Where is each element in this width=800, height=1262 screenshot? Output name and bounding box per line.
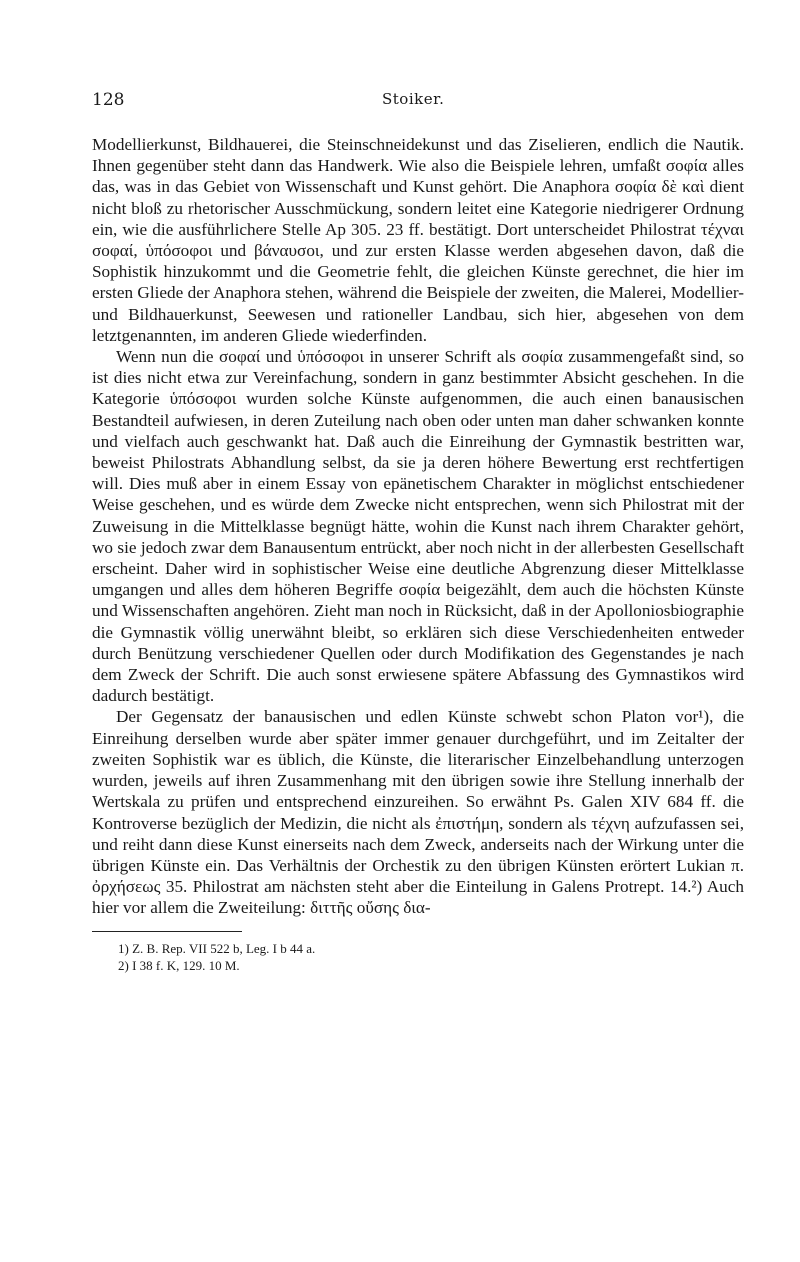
body-text	[92, 134, 744, 919]
footnote-rule	[92, 931, 242, 932]
running-title: Stoiker.	[382, 90, 445, 108]
footnotes	[92, 940, 744, 974]
footnote-2: 2) I 38 f. K, 129. 10 M.	[118, 957, 240, 973]
paragraph-2: Wenn nun die σοφαί und ὑπόσοφοι in unserer Schrift als σοφία zusammengefaßt sind, so ist dies nicht etwa zur Vereinfachung, sondern in ganz bestimmter Absicht geschehen. In die Kategorie ὑπόσοφοι wurden solche Künste aufgenommen, die auch einen banausischen Bestandteil aufwiesen, in deren Zuteilung nach oben oder unten man daher schwanken konnte und vielfach auch geschwankt hat. Daß auch die Einreihung der Gymnastik bestritten war, beweist Philostrats Abhandlung selbst, da sie ja deren höhere Bewertung erst rechtfertigen will. Dies muß aber in einem Essay von epänetischem Charakter in möglichst entschiedener Weise geschehen, und es würde dem Zwecke nicht entsprechen, wenn sich Philostrat mit der Zuweisung in die Mittelklasse begnügt hätte, wohin die Kunst nach ihrem Charakter gehört, wo sie jedoch zwar dem Banausentum entrückt, aber noch nicht in der allerbesten Gesellschaft erscheint. Daher wird in sophistischer Weise eine deutliche Abgrenzung dieser Mittelklasse umgangen und alles dem höheren Begriffe σοφία beigezählt, dem auch die höchsten Künste und Wissenschaften angehören. Zieht man noch in Rücksicht, daß in der Apolloniosbiographie die Gymnastik völlig unerwähnt bleibt, so erklären sich diese Verschiedenheiten entweder durch Benützung verschiedener Quellen oder durch Modifikation des Gegenstandes je nach dem Zweck der Schrift. Die auch sonst erwiesene spätere Abfassung des Gymnastikos wird dadurch bestätigt.	[92, 347, 744, 706]
footnote-1: 1) Z. B. Rep. VII 522 b, Leg. I b 44 a.	[118, 940, 316, 956]
running-head	[92, 90, 744, 114]
page-number: 128	[92, 90, 125, 110]
paragraph-1: Modellierkunst, Bildhauerei, die Steinschneidekunst und das Ziselieren, endlich die Nautik. Ihnen gegenüber steht dann das Handwerk. Wie also die Beispiele lehren, umfaßt σοφία alles das, was in das Gebiet von Wissenschaft und Kunst gehört. Die Anaphora σοφία δὲ καὶ dient nicht bloß zu rhetorischer Ausschmückung, sondern leitet eine Kategorie niedrigerer Ordnung ein, wie die ausführlichere Stelle Ap 305. 23 ff. bestätigt. Dort unterscheidet Philostrat τέχναι σοφαί, ὑπόσοφοι und βάναυσοι, und zur ersten Klasse werden abgesehen davon, daß die Sophistik hinzukommt und die Geometrie fehlt, die gleichen Künste gerechnet, die hier im ersten Gliede der Anaphora stehen, während die Beispiele der zweiten, die Malerei, Modellier- und Bildhauerkunst, Seewesen und rationeller Landbau, sich hier, abgesehen von dem letztgenannten, im anderen Gliede wiederfinden.	[92, 135, 744, 345]
paragraph-3: Der Gegensatz der banausischen und edlen Künste schwebt schon Platon vor¹), die Einreihung derselben wurde aber später immer genauer durchgeführt, und im Zeitalter der zweiten Sophistik war es üblich, die Künste, die literarischer Einzelbehandlung unterzogen wurden, jeweils auf ihren Zusammenhang mit den übrigen sowie ihre Stellung innerhalb der Wertskala zu prüfen und entsprechend einzureihen. So erwähnt Ps. Galen XIV 684 ff. die Kontroverse bezüglich der Medizin, die nicht als ἐπιστήμη, sondern als τέχνη aufzufassen sei, und reiht dann diese Kunst einerseits nach dem Zweck, anderseits nach der Wirkung unter die übrigen Künste ein. Das Verhältnis der Orchestik zu den übrigen Künsten erörtert Lukian π. ὀρχήσεως 35. Philostrat am nächsten steht aber die Einteilung in Galens Protrept. 14.²) Auch hier vor allem die Zweiteilung: διττῆς οὔσης δια-	[92, 707, 744, 918]
